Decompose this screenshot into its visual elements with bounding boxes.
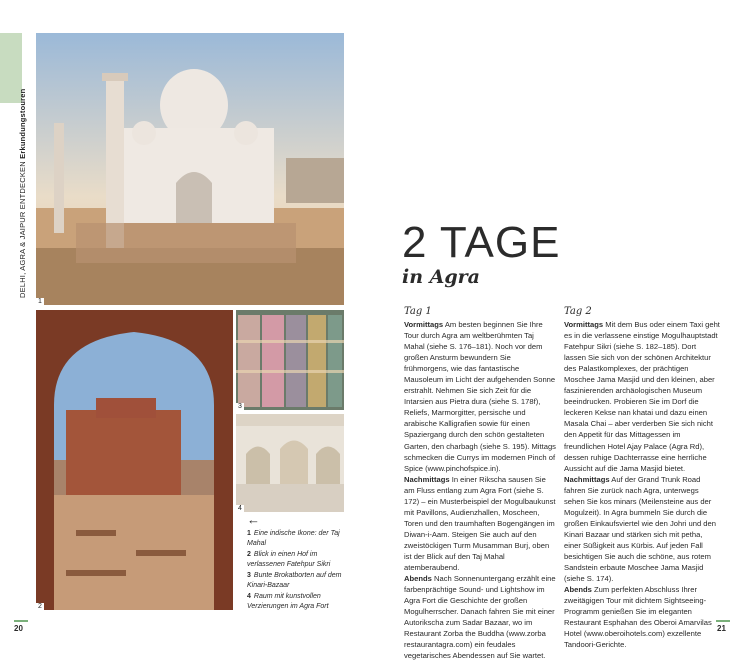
caption-item	[247, 592, 347, 612]
side-label-bold: Erkundungstouren	[18, 88, 27, 159]
segment-text: In einer Rikscha sausen Sie am Fluss entlang zum Agra Fort (siehe S. 172) – ein Musterbeispiel der Mogulbaukunst mit Pavillons, Audienzhallen, Moscheen, Toren und den traumhaften Bogengängen im Diwan-i-Aam. Steigen Sie auch auf den zweistöckigen Turm Musamman Burj, oben ist der Blick auf den Taj Mahal atemberaubend.	[404, 474, 556, 573]
segment-text: Mit dem Bus oder einem Taxi geht es in die verlassene einstige Mogulhauptstadt Fatehpur Sikri (siehe S. 182–185). Dort lassen Sie sich von der schönen Architektur des Palastkomplexes, der prächtigen Moschee Jama Masjid und den kleinen, aber faszinierenden archäologischen Museum beeindrucken. Probieren Sie im Dorf die leckeren Kekse nan khatai und dazu einen Masala Chai – aber verderben Sie sich nicht den Appetit für das Mittagessen im freundlichen Hotel Ajay Palace (Agra Rd), dessen ruhige Dachterrasse eine herrliche Aussicht auf die Jama Masjid bietet.	[564, 320, 720, 473]
page-subtitle: in Agra	[402, 266, 480, 288]
captions	[247, 513, 347, 613]
photo-number: 3	[238, 403, 242, 410]
caption-item	[247, 550, 347, 570]
caption-item	[247, 571, 347, 591]
page-number-rule-left	[14, 620, 28, 622]
caption-number: 2	[247, 551, 251, 558]
day2-segment	[564, 584, 720, 650]
day1-heading: Tag 1	[404, 306, 432, 317]
caption-text: Bunte Brokatborten auf dem Kinari-Bazaar	[247, 572, 342, 589]
caption-arrow: ←	[247, 512, 260, 527]
segment-text: Am besten beginnen Sie Ihre Tour durch Agra am weltberühmten Taj Mahal (siehe S. 176–181). Noch vor dem großen Ansturm bewundern Sie frühmorgens, wie das fantastische Mausoleum im Licht der aufgehenden Sonne erstrahlt. Nehmen Sie sich Zeit für die Intarsien aus Pietra dura (siehe S. 178f), Reliefs, Marmorgitter, persische und arabische Kalligrafien sowie für einen Spaziergang durch den schön gestalteten Garten, den charbagh (siehe S. 195). Mittags schmecken die Currys im modernen Pinch of Spice (www.pinchofspice.in).	[404, 320, 556, 473]
caption-item	[247, 529, 347, 549]
page-title: 2 TAGE	[402, 218, 561, 267]
caption-number: 4	[247, 593, 251, 600]
caption-text: Blick in einen Hof im verlassenen Fatehpur Sikri	[247, 551, 331, 568]
day1-column	[404, 306, 556, 661]
segment-text: Nach Sonnenuntergang erzählt eine farbenprächtige Sound- und Lightshow im Agra Fort die Geschichte der großen Mogulherrscher. Danach fahren Sie mit einer Autorikscha zum Sadar Bazaar, wo im Restaurant Zorba the Buddha (www.zorba restaurantagra.com) ein feudales vegetarisches Abendessen auf Sie wartet.	[404, 574, 556, 661]
photo-taj-mahal	[36, 33, 344, 305]
side-label-normal: DELHI, AGRA & JAIPUR ENTDECKEN	[18, 161, 27, 298]
day1-segment	[404, 474, 556, 573]
caption-text: Eine indische Ikone: der Taj Mahal	[247, 530, 340, 547]
caption-number: 3	[247, 572, 251, 579]
segment-label: Abends	[564, 585, 592, 595]
segment-label: Abends	[404, 574, 432, 584]
day1-segment	[404, 319, 556, 474]
page-number-rule-right	[716, 620, 730, 622]
segment-label: Vormittags	[564, 320, 604, 329]
segment-label: Nachmittags	[404, 474, 450, 484]
day2-segment	[564, 319, 720, 474]
caption-text: Raum mit kunstvollen Verzierungen im Agra Fort	[247, 593, 329, 610]
day2-segment	[564, 474, 720, 584]
page-number-right: 21	[717, 624, 726, 633]
day2-heading: Tag 2	[564, 306, 592, 317]
segment-text: Auf der Grand Trunk Road fahren Sie zurück nach Agra, unterwegs sehen Sie kos minars (Meilensteine aus der Mogulzeit). In Agra bummeln Sie durch die großen Einkaufsviertel wie den Johri und den Kinari Bazaar und stärken sich mit petha, einer Süßigkeit aus Kürbis. Auf jeden Fall besichtigen Sie auch die schöne, aus rotem Sandstein erbaute Moschee Jama Masjid (siehe S. 174).	[564, 474, 716, 584]
photo-number: 2	[38, 603, 42, 610]
segment-label: Vormittags	[404, 320, 444, 329]
segment-text: Zum perfekten Abschluss Ihrer zweitägigen Tour mit dichtem Sightseeing-Programm genießen Sie im eleganten Restaurant Esphahan des Oberoi Amarvilas Hotel (www.oberoihotels.com) exzellente Tandoori-Gerichte.	[564, 585, 712, 650]
segment-label: Nachmittags	[564, 474, 610, 484]
day2-column	[564, 306, 720, 650]
photo-agra-fort-room	[236, 414, 344, 512]
side-label	[6, 88, 27, 308]
photo-fatehpur-sikri	[36, 310, 233, 610]
photo-number: 1	[38, 298, 42, 305]
page-number-left: 20	[14, 624, 23, 633]
caption-number: 1	[247, 530, 251, 537]
photo-number: 4	[238, 505, 242, 512]
photo-brocade	[236, 310, 344, 410]
